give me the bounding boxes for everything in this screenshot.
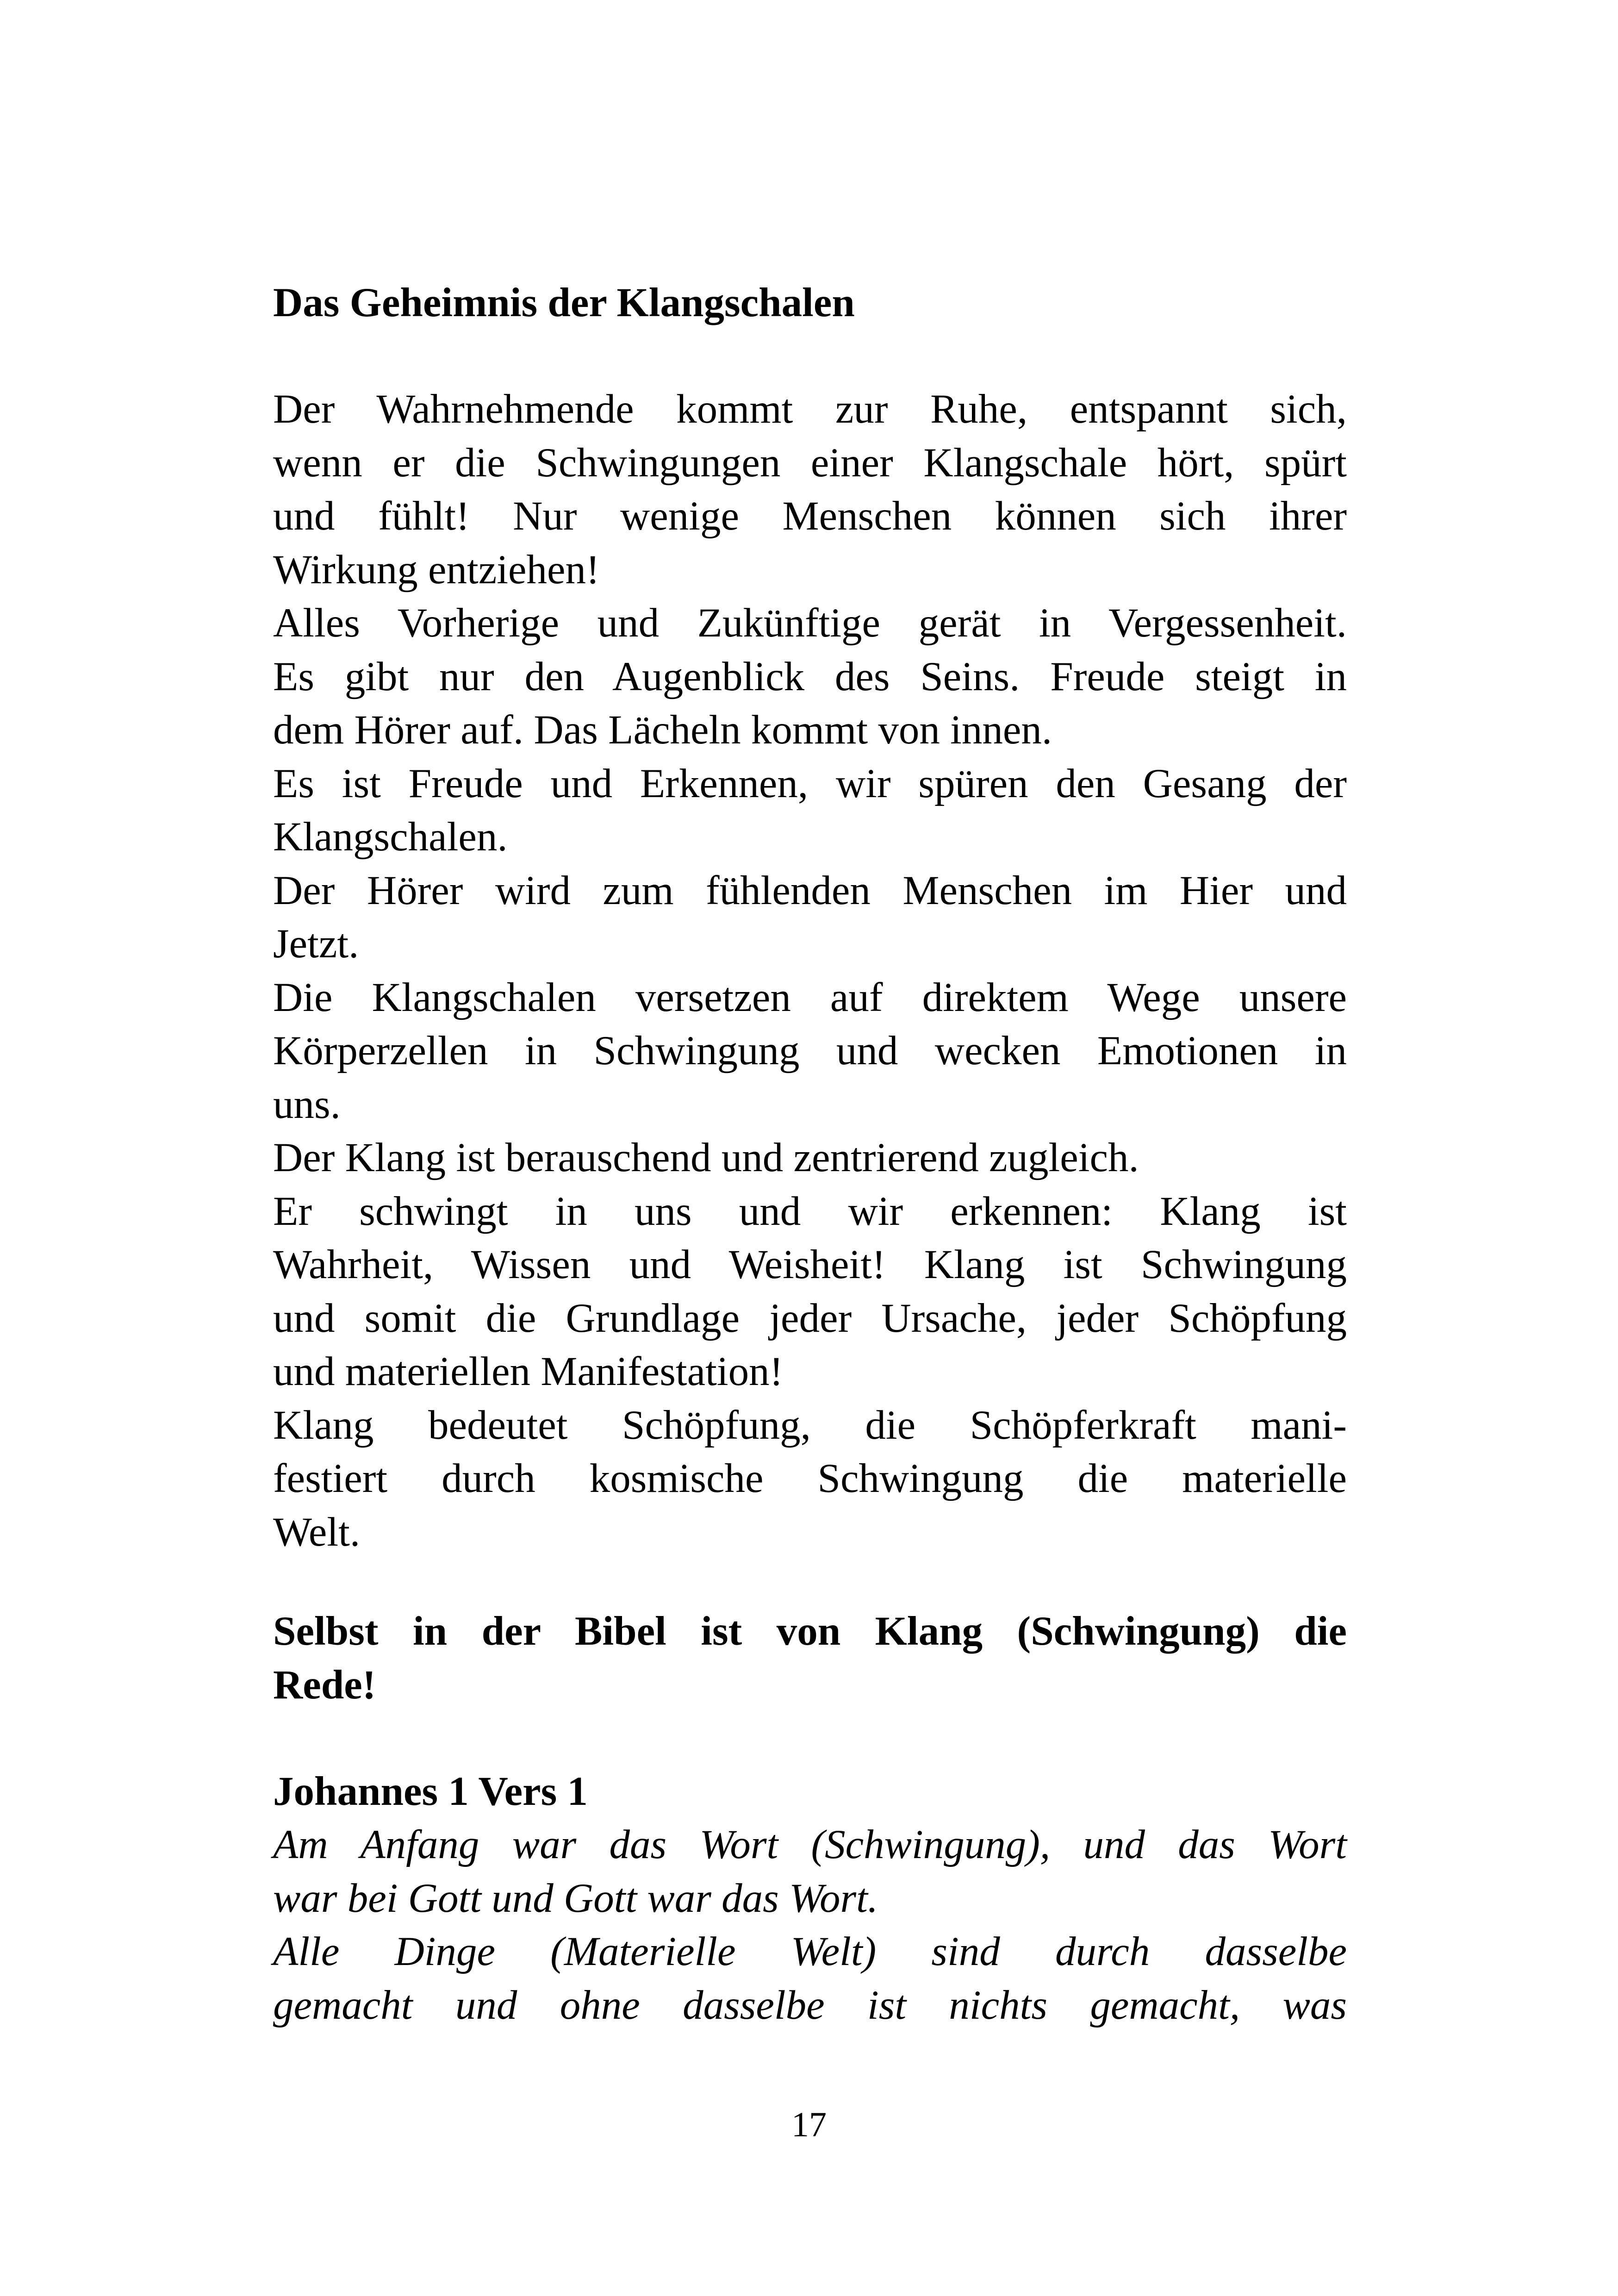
page-number: 17 [791,2105,827,2144]
verse-text [273,1818,1347,2032]
body-line: uns. [273,1081,341,1127]
verse-heading: Johannes 1 Vers 1 [273,1769,588,1814]
verse-line: war bei Gott und Gott war das Wort. [273,1875,878,1921]
body-line: Es ist Freude und Erkennen, wir spüren den Gesang der [273,761,1347,806]
body-line: und materiellen Manifestation! [273,1349,784,1394]
body-line: Klang bedeutet Schöpfung, die Schöpferkraft mani- [273,1402,1347,1448]
body-line: Körperzellen in Schwingung und wecken Emotionen in [273,1028,1347,1073]
body-line: Der Wahrnehmende kommt zur Ruhe, entspannt sich, [273,387,1347,432]
verse-line: gemacht und ohne dasselbe ist nichts gemacht, was [273,1982,1347,2028]
body-line: Der Klang ist berauschend und zentrierend zugleich. [273,1135,1139,1180]
title-block [273,276,1347,330]
body-line: Es gibt nur den Augenblick des Seins. Freude steigt in [273,654,1347,699]
body-line: wenn er die Schwingungen einer Klangschale hört, spürt [273,440,1347,486]
body-line: Der Hörer wird zum fühlenden Menschen im Hier und [273,867,1347,913]
body-line: dem Hörer auf. Das Lächeln kommt von innen. [273,707,1052,753]
section-subheading [273,1605,1347,1712]
page-title: Das Geheimnis der Klangschalen [273,280,855,325]
body-line: festiert durch kosmische Schwingung die materielle [273,1456,1347,1501]
body-line: Welt. [273,1509,361,1555]
body-text [273,383,1347,1559]
body-line: Klangschalen. [273,814,508,860]
body-line: Wirkung entziehen! [273,547,600,593]
body-line: und fühlt! Nur wenige Menschen können sich ihrer [273,493,1347,539]
body-line: Die Klangschalen versetzen auf direktem Wege unsere [273,974,1347,1020]
verse-line: Alle Dinge (Materielle Welt) sind durch dasselbe [273,1929,1347,1974]
subheading-line: Selbst in der Bibel ist von Klang (Schwingung) die [273,1609,1347,1654]
body-line: Jetzt. [273,921,359,967]
verse-line: Am Anfang war das Wort (Schwingung), und das Wort [273,1822,1347,1867]
subheading-line: Rede! [273,1662,376,1708]
body-line: und somit die Grundlage jeder Ursache, jeder Schöpfung [273,1295,1347,1341]
body-line: Wahrheit, Wissen und Weisheit! Klang ist Schwingung [273,1242,1347,1287]
verse-heading-block [273,1765,1347,1819]
body-line: Er schwingt in uns und wir erkennen: Klang ist [273,1188,1347,1234]
body-line: Alles Vorherige und Zukünftige gerät in Vergessenheit. [273,600,1347,646]
